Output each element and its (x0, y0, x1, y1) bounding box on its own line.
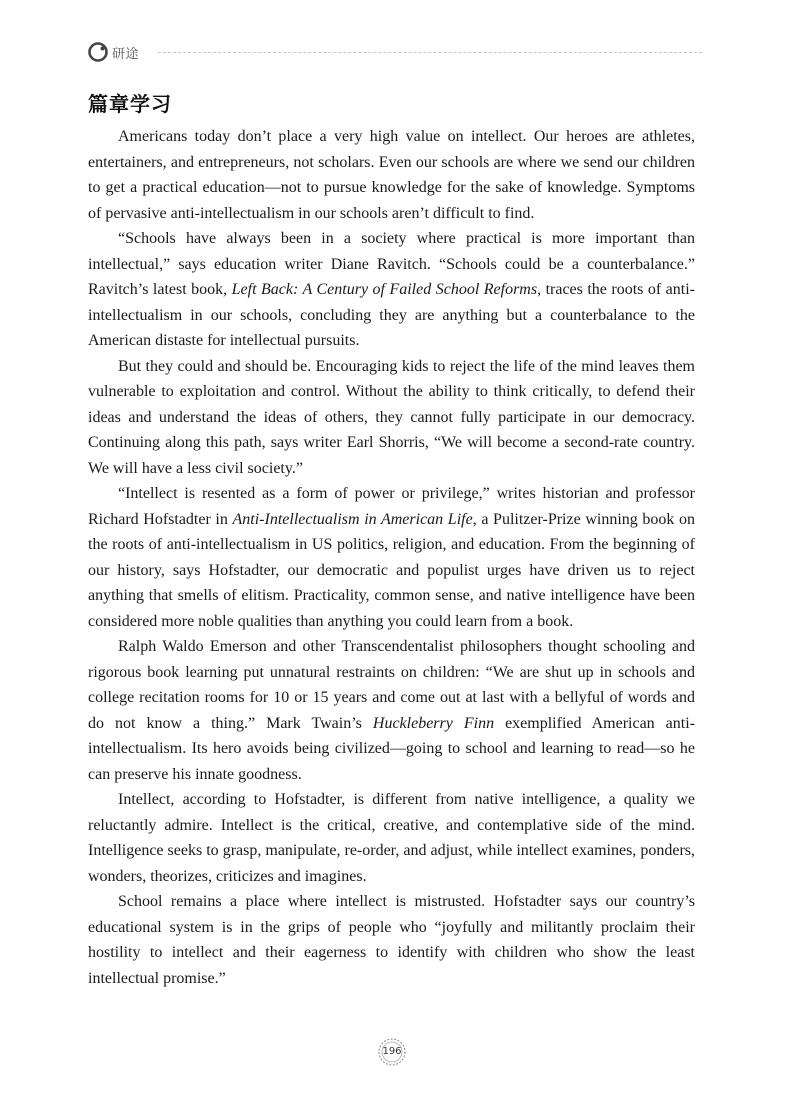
page-number-badge (377, 1037, 407, 1067)
paragraph-6: Intellect, according to Hofstadter, is different from native intelligence, a quality we reluctantly admire. Intellect is the critical, creative, and contemplative side of the mind. Intelligence seeks to grasp, manipulate, re-order, and adjust, while intellect examines, ponders, wonders, theorizes, criticizes and imagines. (88, 791, 695, 885)
book-title-anti-intellectualism: Anti-Intellectualism in American Life (232, 510, 473, 528)
book-title-huckleberry-finn: Huckleberry Finn (372, 714, 495, 732)
paragraph-3: But they could and should be. Encouraging kids to reject the life of the mind leaves them vulnerable to exploitation and control. Without the ability to think critically, to defend their ideas and understand the ideas of others, they cannot fully participate in our democracy. Continuing along this path, says writer Earl Shorris, “We will become a second-rate country. We will have a less civil society.” (88, 357, 695, 477)
paragraph-4: “Intellect is resented as a form of power or privilege,” writes historian and professor Richard Hofstadter in Anti-Intellectualism in American Life, a Pulitzer-Prize winning book on the roots of anti-intellectualism in US politics, religion, and education. From the beginning of our history, says Hofstadter, our democratic and populist urges have driven us to reject anything that smells of elitism. Practicality, common sense, and native intelligence have been considered more noble qualities than anything you could learn from a book. (88, 485, 696, 630)
section-title: 篇章学习 (88, 92, 172, 116)
book-title-left-back: Left Back: A Century of Failed School Reforms (231, 281, 538, 298)
header-divider (158, 52, 702, 53)
brand-logo (88, 40, 139, 64)
page-number: 196 (382, 1046, 402, 1057)
paragraph-1: Americans today don’t place a very high value on intellect. Our heroes are athletes, entertainers, and entrepreneurs, not scholars. Even our schools are where we send our children to get a practical education—not to pursue knowledge for the sake of knowledge. Symptoms of pervasive anti-intellectualism in our schools aren’t difficult to find. (88, 128, 695, 222)
page-header (88, 40, 702, 64)
paragraph-7: School remains a place where intellect is mistrusted. Hofstadter says our country’s educational system is in the grips of people who “joyfully and militantly proclaim their hostility to intellect and their eagerness to identify with children who show the least intellectual promise.” (88, 893, 695, 987)
swirl-logo-icon (88, 42, 108, 62)
paragraph-5: Ralph Waldo Emerson and other Transcendentalist philosophers thought schooling and rigorous book learning put unnatural restraints on children: “We are shut up in schools and college recitation rooms for 10 or 15 years and come out at last with a bellyful of words and do not know a thing.” Mark Twain’s Huckleberry Finn exemplified American anti-intellectualism. Its hero avoids being civilized—going to school and learning to read—so he can preserve his innate goodness. (88, 638, 696, 783)
brand-name: 研途 (112, 46, 140, 62)
article-body (88, 124, 695, 991)
paragraph-2: “Schools have always been in a society where practical is more important than intellectual,” says education writer Diane Ravitch. “Schools could be a counterbalance.” Ravitch’s latest book, Left Back: A Century of Failed School Reforms, traces the roots of anti-intellectualism in our schools, concluding they are anything but a counterbalance to the American distaste for intellectual pursuits. (88, 230, 695, 349)
